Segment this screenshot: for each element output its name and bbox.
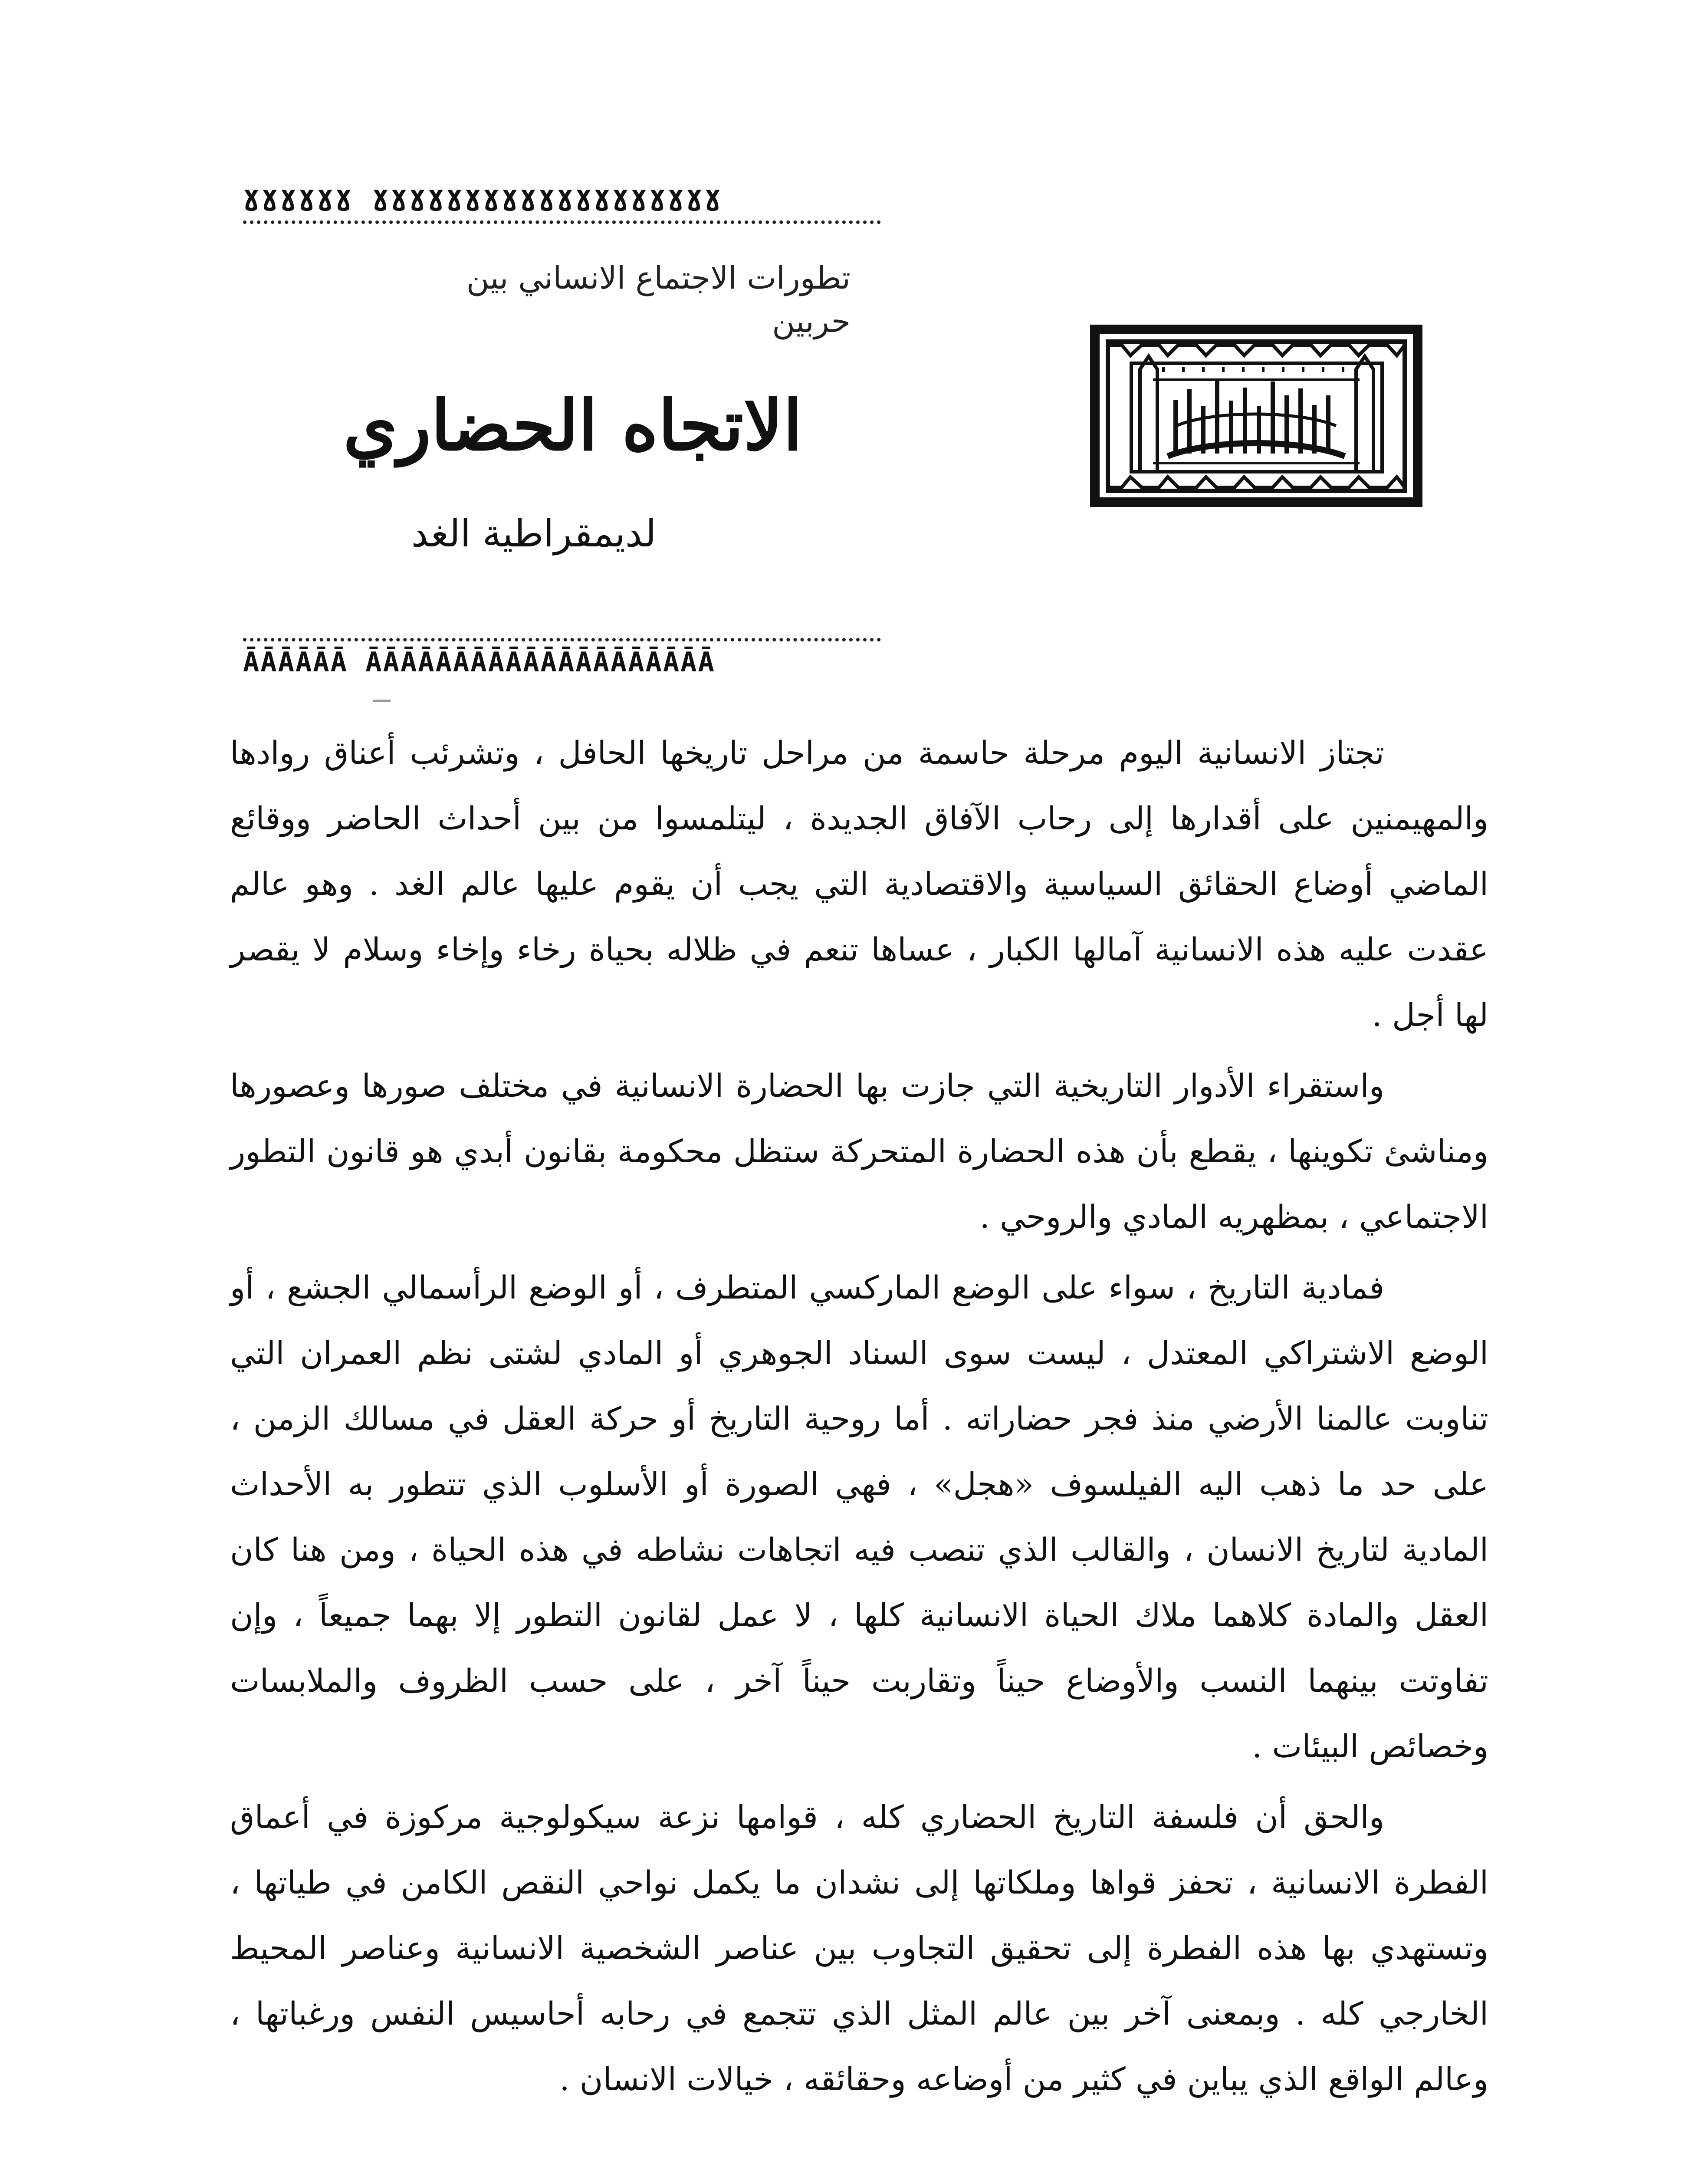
decorative-dot <box>373 700 391 702</box>
article-body <box>230 720 1488 2170</box>
page-subtitle: لديمقراطية الغد <box>411 512 657 556</box>
paragraph: تجتاز الانسانية اليوم مرحلة حاسمة من مراحل تاريخها الحافل ، وتشرئب أعناق روادها والمهيمنين على أقدارها إلى رحاب الآفاق الجديدة ، ليتلمسوا من بين أحداث الحاضر ووقائع الماضي أوضاع الحقائق السياسية والاقتصادية التي يجب أن يقوم عليها عالم الغد . وهو عالم عقدت عليه هذه الانسانية آمالها الكبار ، عساها تنعم في ظلاله بحياة رخاء وإخاء وسلام لا يقصر لها أجل . <box>230 735 1488 1034</box>
bottom-ornament-border: ĀĀĀĀĀĀ ĀĀĀĀĀĀĀĀĀĀĀĀĀĀĀĀĀĀĀĀ <box>243 638 881 689</box>
page-title: الاتجاه الحضاري <box>343 385 803 466</box>
paragraph: والحق أن فلسفة التاريخ الحضاري كله ، قوامها نزعة سيكولوجية مركوزة في أعماق الفطرة الانسانية ، تحفز قواها وملكاتها إلى نشدان ما يكمل نواحي النقص الكامن في طياتها ، وتستهدي بها هذه الفطرة إلى تحقيق التجاوب بين عناصر الشخصية الانسانية وعناصر المحيط الخارجي كله . وبمعنى آخر بين عالم المثل الذي تتجمع في رحابه أحاسيس النفس ورغباتها ، وعالم الواقع الذي يباين في كثير من أوضاعه وحقائقه ، خيالات الانسان . <box>230 1799 1488 2098</box>
top-ornament-border: ɣɣɣɣɣɣ ɣɣɣɣɣɣɣɣɣɣɣɣɣɣɣɣɣɣɣ <box>243 178 881 224</box>
paragraph: واستقراء الأدوار التاريخية التي جازت بها الحضارة الانسانية في مختلف صورها وعصورها ومناشئ تكوينها ، يقطع بأن هذه الحضارة المتحركة ستظل محكومة بقانون أبدي هو قانون التطور الاجتماعي ، بمظهريه المادي والروحي . <box>230 1068 1488 1236</box>
book-emblem-icon <box>1083 315 1430 519</box>
paragraph: فمادية التاريخ ، سواء على الوضع الماركسي المتطرف ، أو الوضع الرأسمالي الجشع ، أو الوضع الاشتراكي المعتدل ، ليست سوى السناد الجوهري أو المادي لشتى نظم العمران التي تناوبت عالمنا الأرضي منذ فجر حضاراته . أما روحية التاريخ أو حركة العقل في مسالك الزمن ، على حد ما ذهب اليه الفيلسوف «هجل» ، فهي الصورة أو الأسلوب الذي تتطور به الأحداث المادية لتاريخ الانسان ، والقالب الذي تنصب فيه اتجاهات نشاطه في هذه الحياة ، ومن هنا كان العقل والمادة كلاهما ملاك الحياة الانسانية كلها ، لا عمل لقانون التطور إلا بهما جميعاً ، وإن تفاوتت بينهما النسب والأوضاع حيناً وتقاربت حيناً آخر ، على حسب الظروف والملابسات وخصائص البيئات . <box>230 1269 1488 1765</box>
series-title: تطورات الاجتماع الانساني بين حربين <box>466 260 851 339</box>
